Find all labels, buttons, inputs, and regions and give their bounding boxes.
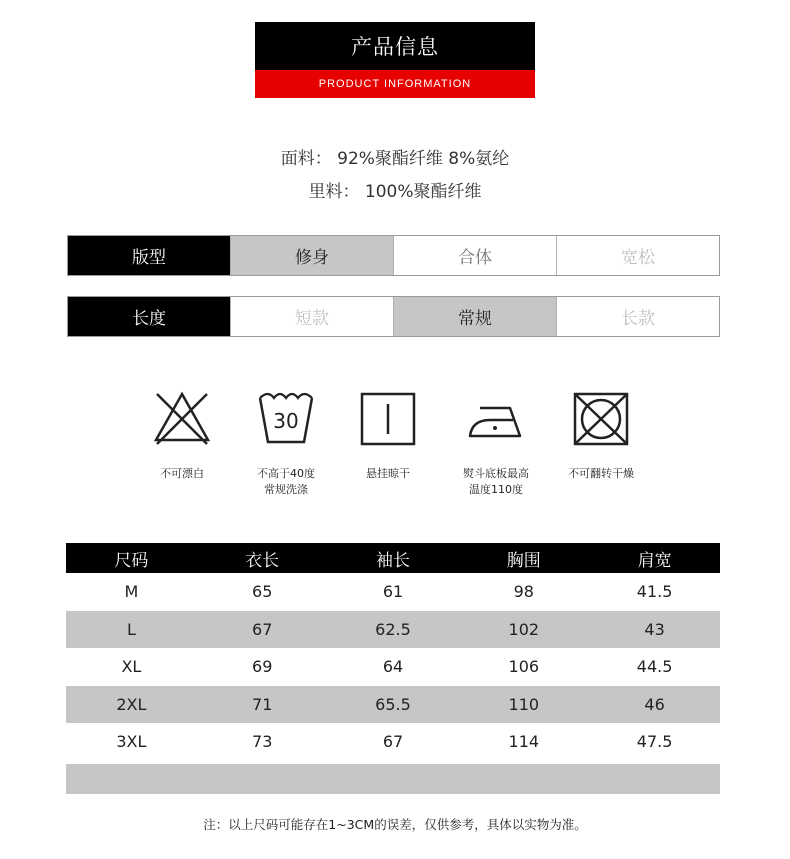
care-item-no-tumble-dry (546, 390, 656, 482)
no-tumble-dry-icon (571, 390, 631, 448)
care-item-line-dry (333, 390, 443, 482)
table-row (66, 648, 720, 686)
table-cell: 64 (382, 657, 404, 677)
care-item-wash-30 (231, 390, 341, 498)
fit-option-slim: 修身 (230, 236, 393, 275)
fit-label: 版型 (68, 236, 230, 275)
care-label: 不高于40度常规洗涤 (257, 467, 315, 496)
table-cell: 43 (644, 619, 665, 639)
care-label: 不可翻转干燥 (568, 467, 634, 480)
care-label: 悬挂晾干 (366, 467, 410, 480)
table-row (66, 611, 720, 649)
table-cell: 98 (513, 582, 534, 602)
banner-subtitle: PRODUCT INFORMATION (255, 70, 535, 98)
header-chest: 胸围 (506, 550, 541, 571)
table-filler-row (66, 764, 720, 794)
lining-material: 里料： 100%聚酯纤维 (308, 182, 482, 202)
table-cell: 110 (508, 694, 540, 714)
table-cell: 61 (382, 582, 404, 602)
care-item-no-bleach (127, 390, 237, 482)
table-cell: 65.5 (375, 694, 411, 714)
table-cell: 65 (252, 582, 273, 602)
table-cell: XL (121, 657, 142, 677)
table-cell: 62.5 (375, 619, 411, 639)
table-row (66, 573, 720, 611)
wash-30-icon (256, 390, 316, 448)
size-table-header (66, 543, 720, 573)
size-table (66, 543, 720, 794)
line-dry-icon (358, 390, 418, 448)
size-note: 注：以上尺码可能存在1~3CM的误差，仅供参考，具体以实物为准。 (203, 817, 587, 832)
length-label: 长度 (68, 297, 230, 336)
product-info-banner (255, 22, 535, 98)
fit-selector (67, 235, 720, 276)
header-length: 衣长 (245, 550, 280, 571)
fit-option-loose: 宽松 (556, 236, 719, 275)
table-cell: 67 (252, 619, 273, 639)
table-cell: 46 (644, 694, 665, 714)
table-cell: 69 (252, 657, 273, 677)
table-row (66, 723, 720, 761)
iron-icon (466, 390, 526, 448)
table-cell: 67 (382, 732, 404, 752)
header-sleeve: 袖长 (375, 550, 410, 571)
table-cell: 106 (508, 657, 540, 677)
care-label: 熨斗底板最高温度110度 (463, 467, 529, 496)
table-cell: 73 (252, 732, 273, 752)
length-option-regular: 常规 (393, 297, 556, 336)
care-item-iron (441, 390, 551, 498)
table-cell: 44.5 (636, 657, 673, 677)
table-cell: 102 (508, 619, 540, 639)
length-option-long: 长款 (556, 297, 719, 336)
length-option-short: 短款 (230, 297, 393, 336)
header-shoulder: 肩宽 (637, 550, 672, 571)
table-cell: 114 (508, 732, 540, 752)
table-cell: 47.5 (636, 732, 673, 752)
table-cell: L (126, 619, 136, 639)
table-cell: M (124, 582, 139, 602)
no-bleach-icon (152, 390, 212, 448)
shell-material: 面料： 92%聚酯纤维 8%氨纶 (280, 149, 510, 169)
wash-temp: 30 (273, 409, 299, 433)
banner-title: 产品信息 (255, 22, 535, 70)
table-row (66, 686, 720, 724)
table-cell: 3XL (116, 732, 147, 752)
fit-option-regular: 合体 (393, 236, 556, 275)
table-cell: 41.5 (636, 582, 673, 602)
length-selector (67, 296, 720, 337)
table-cell: 71 (252, 694, 273, 714)
table-cell: 2XL (116, 694, 147, 714)
header-size: 尺码 (114, 550, 149, 571)
care-label: 不可漂白 (160, 467, 204, 480)
